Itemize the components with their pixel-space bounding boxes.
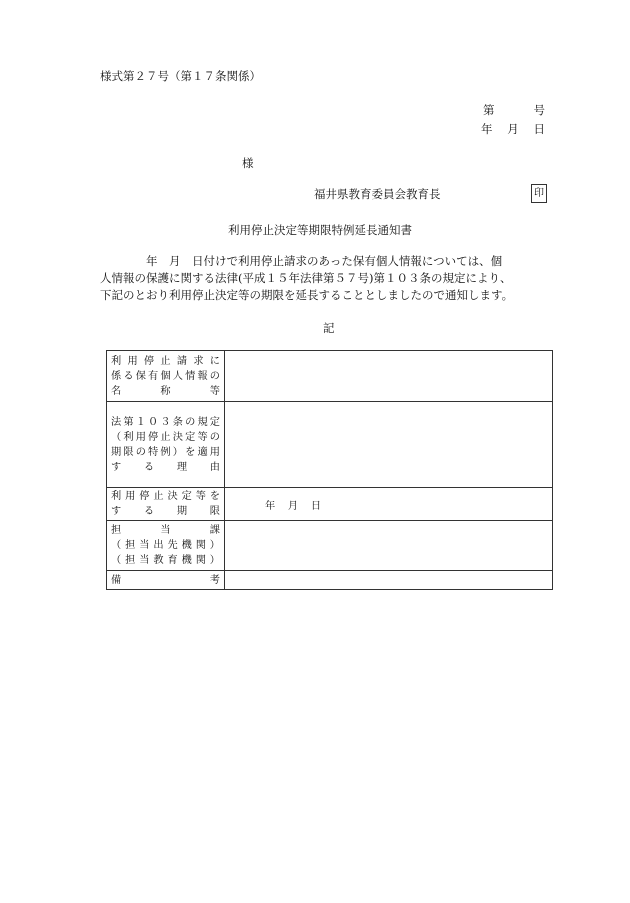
value-cell[interactable] — [225, 402, 553, 488]
table-row — [107, 571, 553, 590]
date-month: 月 — [507, 122, 519, 136]
issue-date-line — [481, 121, 545, 137]
label-line: 法第１０３条の規定 — [111, 416, 221, 428]
body-line: 下記のとおり利用停止決定等の期限を延長することとしましたので通知します。 — [100, 288, 514, 302]
label-cell — [107, 488, 225, 521]
label-line: 利用停止請求に — [111, 355, 221, 367]
body-line: 年 月 日付けで利用停止請求のあった保有個人情報については、個 — [100, 254, 503, 268]
body-line: 人情報の保護に関する法律(平成１５年法律第５７号)第１０３条の規定により、 — [100, 271, 512, 285]
number-prefix: 第 — [483, 103, 495, 117]
label-line: 利用停止決定等を — [111, 491, 221, 502]
value-cell[interactable] — [225, 571, 553, 590]
label-cell — [107, 521, 225, 571]
addressee-honorific: 様 — [242, 156, 254, 170]
sender-name: 福井県教育委員会教育長 — [314, 187, 441, 201]
label-line: す る 理 由 — [111, 461, 221, 473]
number-suffix: 号 — [533, 103, 545, 117]
deadline-day: 日 — [310, 500, 321, 512]
table-row — [107, 402, 553, 488]
label-line: （担当教育機関） — [111, 555, 221, 566]
seal-mark: 印 — [531, 184, 547, 203]
label-line: （担当出先機関） — [111, 540, 221, 551]
details-table — [106, 350, 553, 590]
label-line: 名 称 等 — [111, 385, 221, 397]
label-cell — [107, 402, 225, 488]
deadline-year: 年 — [265, 500, 276, 512]
label-line: す る 期 限 — [111, 506, 221, 517]
ki-heading: 記 — [323, 321, 335, 335]
notice-body — [100, 253, 553, 304]
label-cell — [107, 571, 225, 590]
label-cell — [107, 351, 225, 402]
document-title: 利用停止決定等期限特例延長通知書 — [228, 223, 412, 237]
value-cell[interactable] — [225, 351, 553, 402]
deadline-month: 月 — [287, 500, 299, 512]
date-year: 年 — [481, 122, 493, 136]
label-line: 期限の特例）を適用 — [111, 446, 221, 458]
date-day: 日 — [533, 122, 545, 136]
deadline-date — [265, 497, 321, 512]
label-line: 備 考 — [111, 574, 221, 586]
table-row — [107, 351, 553, 402]
value-cell[interactable] — [225, 488, 553, 521]
value-cell[interactable] — [225, 521, 553, 571]
document-number-line — [483, 102, 545, 118]
form-number-label: 様式第２７号（第１７条関係） — [100, 69, 261, 83]
table-row — [107, 521, 553, 571]
label-line: （利用停止決定等の — [111, 431, 221, 443]
table-row — [107, 488, 553, 521]
label-line: 係る保有個人情報の — [111, 370, 221, 382]
label-line: 担 当 課 — [111, 525, 221, 536]
